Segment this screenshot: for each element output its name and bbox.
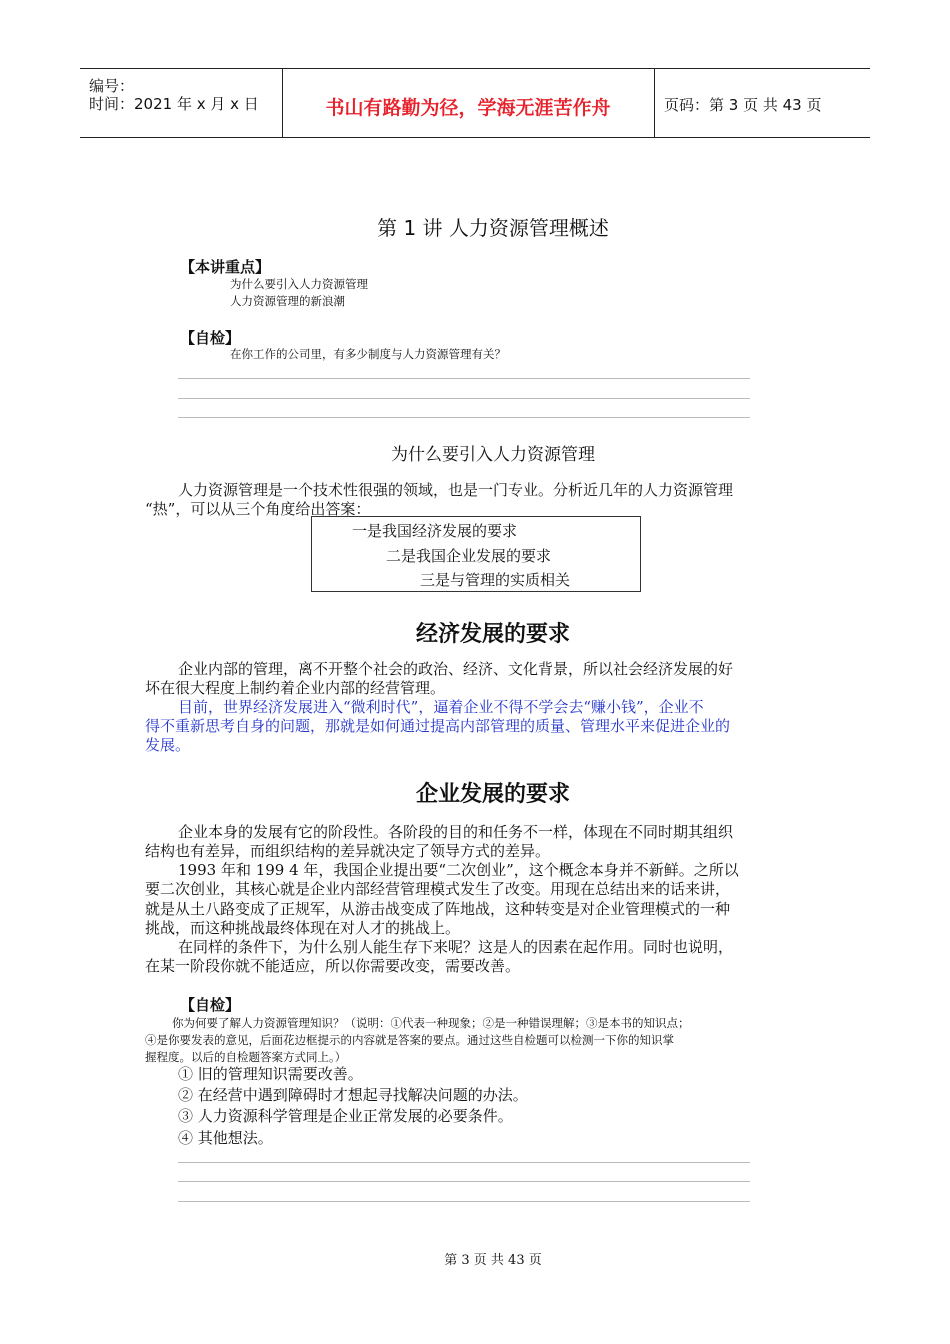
header-page-cell: [654, 69, 870, 137]
header-meta-cell: [80, 69, 283, 137]
highlight-line: 目前，世界经济发展进入“微利时代”，逼着企业不得不学会去“赚小钱”，企业不: [178, 698, 704, 716]
answer-line: [178, 1181, 750, 1182]
highlight-line: 发展。: [145, 736, 191, 754]
header-motto-cell: [282, 69, 655, 137]
lecture-title: 第 1 讲 人力资源管理概述: [377, 216, 609, 240]
paragraph-line: 在同样的条件下，为什么别人能生存下来呢？这是人的因素在起作用。同时也说明，: [178, 938, 734, 956]
answer-line: [178, 1201, 750, 1202]
self-check-question: 在你工作的公司里，有多少制度与人力资源管理有关？: [230, 347, 506, 361]
paragraph-line: “热”，可以从三个角度给出答案：: [145, 500, 371, 518]
paragraph-line: 1993 年和 199 4 年，我国企业提出要“二次创业”，这个概念本身并不新鲜。之所以: [178, 861, 739, 879]
paragraph-line: 人力资源管理是一个技术性很强的领域，也是一门专业。分析近几年的人力资源管理: [178, 481, 734, 499]
option-item: ③ 人力资源科学管理是企业正常发展的必要条件。: [178, 1107, 513, 1125]
answer-line: [178, 1162, 750, 1163]
paragraph-line: 坏在很大程度上制约着企业内部的经营管理。: [145, 679, 446, 697]
box-item: 三是与管理的实质相关: [420, 571, 571, 589]
key-point-item: 人力资源管理的新浪潮: [230, 294, 345, 308]
paragraph-line: 企业本身的发展有它的阶段性。各阶段的目的和任务不一样，体现在不同时期其组织: [178, 823, 734, 841]
option-item: ② 在经营中遇到障碍时才想起寻找解决问题的办法。: [178, 1086, 528, 1104]
page-info: 页码：第 3 页 共 43 页: [664, 96, 822, 114]
paragraph-line: 在某一阶段你就不能适应，所以你需要改变，需要改善。: [145, 957, 521, 975]
answer-line: [178, 398, 750, 399]
section-title-enterprise: 企业发展的要求: [415, 782, 570, 807]
self-check-question-line: ④是你要发表的意见，后面花边框提示的内容就是答案的要点。通过这些自检题可以检测一下你的知识掌: [145, 1033, 674, 1047]
key-point-item: 为什么要引入人力资源管理: [230, 277, 368, 291]
date-label: 时间：2021 年 x 月 x 日: [89, 95, 259, 113]
page-footer: 第 3 页 共 43 页: [444, 1253, 542, 1268]
paragraph-line: 就是从土八路变成了正规军，从游击战变成了阵地战，这种转变是对企业管理模式的一种: [145, 900, 731, 918]
section-title-why: 为什么要引入人力资源管理: [391, 445, 595, 465]
paragraph-line: 要二次创业，其核心就是企业内部经营管理模式发生了改变。用现在总结出来的话来讲，: [145, 880, 731, 898]
section-title-economy: 经济发展的要求: [415, 622, 570, 647]
paragraph-line: 企业内部的管理，离不开整个社会的政治、经济、文化背景，所以社会经济发展的好: [178, 660, 734, 678]
page-header: [80, 68, 870, 138]
answer-line: [178, 417, 750, 418]
motto: 书山有路勤为径，学海无涯苦作舟: [325, 97, 611, 119]
highlight-line: 得不重新思考自身的问题，那就是如何通过提高内部管理的质量、管理水平来促进企业的: [145, 717, 731, 735]
self-check-question-line: 握程度。以后的自检题答案方式同上。）: [145, 1050, 347, 1064]
number-label: 编号：: [89, 77, 135, 95]
option-item: ① 旧的管理知识需要改善。: [178, 1065, 363, 1083]
paragraph-line: 挑战，而这种挑战最终体现在对人才的挑战上。: [145, 919, 461, 937]
key-points-heading: 【本讲重点】: [180, 258, 271, 276]
answer-line: [178, 378, 750, 379]
self-check-heading: 【自检】: [180, 329, 241, 347]
box-item: 一是我国经济发展的要求: [352, 522, 518, 540]
option-item: ④ 其他想法。: [178, 1129, 273, 1147]
self-check-heading: 【自检】: [180, 996, 241, 1014]
self-check-question-line: 你为何要了解人力资源管理知识？（说明：①代表一种现象；②是一种错误理解；③是本书的知识点；: [172, 1016, 690, 1030]
paragraph-line: 结构也有差异，而组织结构的差异就决定了领导方式的差异。: [145, 842, 551, 860]
answer-box: [311, 516, 641, 592]
box-item: 二是我国企业发展的要求: [386, 547, 552, 565]
